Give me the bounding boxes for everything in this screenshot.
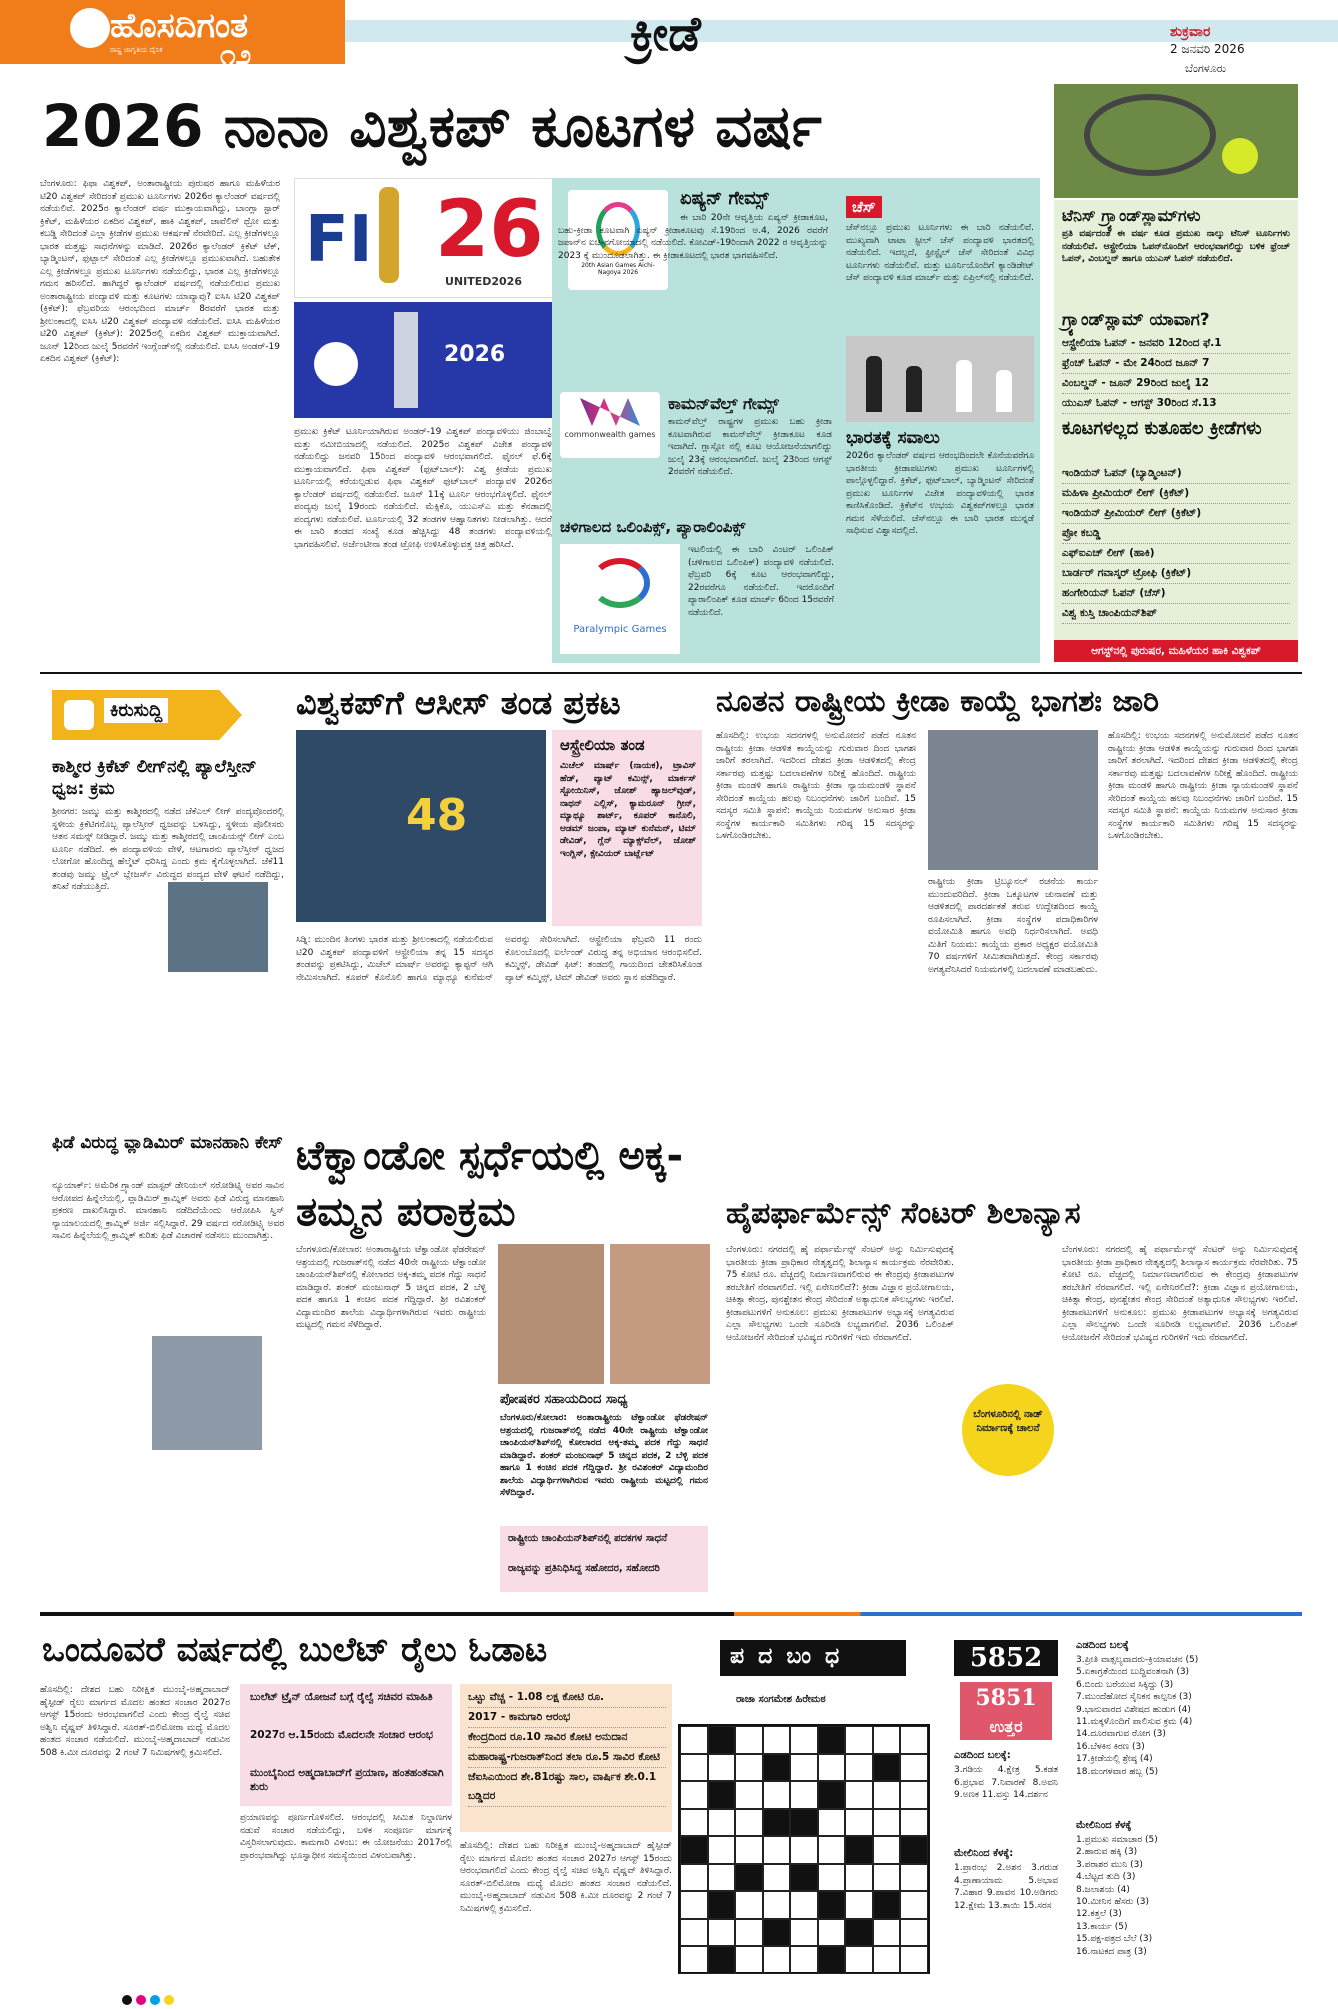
grand-slam-list-title: ಗ್ರ್ಯಾಂಡ್‌ಸ್ಲಾಮ್ ಯಾವಾಗ?	[1062, 310, 1210, 330]
bullet-train-box1-item: ಮುಂಬೈನಿಂದ ಅಹ್ಮದಾಬಾದ್‌ಗೆ ಪ್ರಯಾಣ, ಹಂತಹಂತವಾಗಿ ಶುರು	[250, 1767, 444, 1793]
kiru-suddi-label: ಕಿರುಸುದ್ದಿ	[104, 698, 168, 723]
crossword-cell[interactable]	[763, 1754, 791, 1782]
australia-headline: ವಿಶ್ವಕಪ್‌ಗೆ ಆಸೀಸ್ ತಂಡ ಪ್ರಕಟ	[296, 684, 621, 722]
fact-item: ಮಹಾರಾಷ್ಟ್ರ-ಗುಜರಾತ್‌ನಿಂದ ತಲಾ ರೂ.5 ಸಾವಿರ ಕೋಟಿ	[468, 1748, 666, 1768]
asian-games-body: ಈ ಬಾರಿ 20ನೇ ಆವೃತ್ತಿಯ ಏಷ್ಯನ್ ಕ್ರೀಡಾಕೂಟ, ಬಹು-ಕ್ರೀಡಾ ಕೂಟವಾಗಿ ಏಷ್ಯನ್ ಕ್ರೀಡಾಕೂಟವು ಸೆ.19ರಿಂದ ಅ.4, 2026 ರವರೆಗೆ ಜಪಾನ್‌ನ ಐಚಿ-ನಗೋಯಾದಲ್ಲಿ ನಡೆಯಲಿದೆ. ಕೋವಿಡ್-19ರಿಂದಾಗಿ 2022 ರ ಆವೃತ್ತಿಯನ್ನು 2023 ಕ್ಕೆ ಮುಂದೂಡಲಾಗಿತ್ತು. ಈ ಕ್ರೀಡಾಕೂಟದಲ್ಲಿ ಭಾರತ ಭಾಗವಹಿಸಲಿದೆ.	[558, 213, 828, 261]
grand-slam-list	[1062, 334, 1290, 414]
events-list	[1062, 464, 1290, 624]
chess-tag: ಚೆಸ್	[846, 196, 882, 218]
print-registration-dots	[120, 1990, 1220, 2002]
crossword-cell[interactable]	[735, 1809, 763, 1837]
down-clue: 8.ಜಲಾಶಯ (4)	[1076, 1884, 1130, 1895]
crossword-cell[interactable]	[708, 1809, 736, 1837]
crossword-cell[interactable]	[818, 1864, 846, 1892]
bullet-train-box-body: ಪ್ರಯಾಣವನ್ನು ಪೂರ್ಣಗೊಳಿಸಲಿದೆ. ಆರಂಭದಲ್ಲಿ ಸೀಮಿತ ನಿಲ್ದಾಣಗಳ ನಡುವೆ ಸಂಚಾರ ನಡೆಯಲಿದ್ದು, ಬಳಿಕ ಸಂಪೂರ್ಣ ಮಾರ್ಗಕ್ಕೆ ವಿಸ್ತರಿಸಲಾಗುವುದು. ಕಾಮಗಾರಿ ವಿಳಂಬ: ಈ ಯೋಜನೆಯು 2017ರಲ್ಲಿ ಪ್ರಾರಂಭವಾಗಿದ್ದು ಭೂಸ್ವಾಧೀನ ಸಮಸ್ಯೆಯಿಂದ ವಿಳಂಬವಾಗಿತ್ತು.	[240, 1813, 452, 1861]
across-clue: 17.ಕ್ರೀಡೆಯಲ್ಲಿ ಶ್ರೇಷ್ಠ (4)	[1076, 1754, 1153, 1765]
crossword-cell[interactable]	[680, 1864, 708, 1892]
across-clue: 11.ಮಕ್ಕಳೊಂದಿಗೆ ಪಾಲಿಸುವ ಕ್ರಮ (4)	[1076, 1717, 1193, 1728]
crossword-cell[interactable]	[845, 1809, 873, 1837]
crossword-cell[interactable]	[818, 1726, 846, 1754]
crossword-cell[interactable]	[680, 1946, 708, 1974]
fact-item: ಜೆಐಸಿಎಯಿಂದ ಶೇ.81ರಷ್ಟು ಸಾಲ, ವಾರ್ಷಿಕ ಶೇ.0.1 ಬಡ್ಡಿದರ	[468, 1768, 666, 1807]
bullet-train-body-right: ಹೊಸದಿಲ್ಲಿ: ದೇಶದ ಬಹು ನಿರೀಕ್ಷಿತ ಮುಂಬೈ-ಅಹ್ಮದಾಬಾದ್ ಹೈಸ್ಪೀಡ್ ರೈಲು ಮಾರ್ಗದ ಮೊದಲ ಹಂತದ ಸಂಚಾರ 2027ರ ಆಗಸ್ಟ್ 15ರಂದು ಆರಂಭವಾಗಲಿದೆ ಎಂದು ಕೇಂದ್ರ ರೈಲ್ವೆ ಸಚಿವ ಅಶ್ವಿನಿ ವೈಷ್ಣವ್ ತಿಳಿಸಿದ್ದಾರೆ. ಸೂರತ್-ಬಿಲಿಮೋರಾ ಮಧ್ಯೆ ಮೊದಲ ಹಂತದ ಸಂಚಾರ ನಡೆಯಲಿದೆ. ಮುಂಬೈ-ಅಹ್ಮದಾಬಾದ್ ನಡುವಿನ 508 ಕಿ.ಮೀ ದೂರವನ್ನು 2 ಗಂಟೆ 7 ನಿಮಿಷಗಳಲ್ಲಿ ಕ್ರಮಿಸಲಿದೆ.	[460, 1841, 672, 1914]
event-item: ಹಂಗೇರಿಯನ್ ಓಪನ್ (ಚೆಸ್)	[1062, 584, 1290, 604]
paper-name: ಹೊಸದಿಗಂತ	[110, 6, 249, 46]
answer-across-title: ಎಡದಿಂದ ಬಲಕ್ಕೆ:	[954, 1750, 1011, 1761]
grand-slam-item: ವಿಂಬಲ್ಡನ್ - ಜೂನ್ 29ರಿಂದ ಜುಲೈ 12	[1062, 374, 1290, 394]
australia-body: ಸಿಡ್ನಿ: ಮುಂದಿನ ತಿಂಗಳು ಭಾರತ ಮತ್ತು ಶ್ರೀಲಂಕಾದಲ್ಲಿ ನಡೆಯಲಿರುವ ಟಿ20 ವಿಶ್ವಕಪ್ ಪಂದ್ಯಾವಳಿಗೆ ಆಸ್ಟ್ರೇಲಿಯಾ ತನ್ನ 15 ಸದಸ್ಯರ ತಂಡವನ್ನು ಪ್ರಕಟಿಸಿದ್ದು, ಮಿಚೆಲ್ ಮಾರ್ಷ್ ಅವರನ್ನು ಕ್ಯಾಪ್ಟನ್ ಆಗಿ ನೇಮಿಸಲಾಗಿದೆ. ಕೂಪರ್ ಕೊನೊಲಿ ಹಾಗೂ ಮ್ಯಾಥ್ಯೂ ಕುನೆಮನ್ ಅವರನ್ನು ಸೇರಿಸಲಾಗಿದೆ. ಆಸ್ಟ್ರೇಲಿಯಾ ಫೆಬ್ರವರಿ 11 ರಂದು ಕೊಲಂಬೊದಲ್ಲಿ ಐರ್ಲೆಂಡ್ ವಿರುದ್ಧ ತನ್ನ ಅಭಿಯಾನ ಆರಂಭಿಸಲಿದೆ. ಕಮ್ಮಿನ್ಸ್, ಡೇವಿಡ್ ಫಿಟ್: ತಂಡದಲ್ಲಿ ಗಾಯದಿಂದ ಚೇತರಿಸಿಕೊಂಡ ಪ್ಯಾಟ್ ಕಮ್ಮಿನ್ಸ್, ಟಿಮ್ ಡೇವಿಡ್ ಅವರು ಸ್ಥಾನ ಪಡೆದಿದ್ದಾರೆ.	[296, 935, 702, 983]
crossword-cell[interactable]	[900, 1754, 928, 1782]
australia-squad-title: ಆಸ್ಟ್ರೇಲಿಯಾ ತಂಡ	[560, 736, 645, 754]
fifa-logo-image: FI 26 UNITED2026	[294, 178, 554, 298]
lead-headline: 2026 ನಾನಾ ವಿಶ್ವಕಪ್ ಕೂಟಗಳ ವರ್ಷ	[42, 92, 822, 160]
crossword-cell[interactable]	[818, 1809, 846, 1837]
event-item: ಇಂಡಿಯನ್ ಓಪನ್ (ಬ್ಯಾಡ್ಮಿಂಟನ್)	[1062, 464, 1290, 484]
bullet-train-box1-item: ಬುಲೆಟ್ ಟ್ರೈನ್ ಯೋಜನೆ ಬಗ್ಗೆ ರೈಲ್ವೆ ಸಚಿವರ ಮಾಹಿತಿ	[250, 1691, 433, 1703]
crossword-cell[interactable]	[680, 1754, 708, 1782]
bullet-train-body: ಹೊಸದಿಲ್ಲಿ: ದೇಶದ ಬಹು ನಿರೀಕ್ಷಿತ ಮುಂಬೈ-ಅಹ್ಮದಾಬಾದ್ ಹೈಸ್ಪೀಡ್ ರೈಲು ಮಾರ್ಗದ ಮೊದಲ ಹಂತದ ಸಂಚಾರ 2027ರ ಆಗಸ್ಟ್ 15ರಂದು ಆರಂಭವಾಗಲಿದೆ ಎಂದು ಕೇಂದ್ರ ರೈಲ್ವೆ ಸಚಿವ ಅಶ್ವಿನಿ ವೈಷ್ಣವ್ ತಿಳಿಸಿದ್ದಾರೆ. ಸೂರತ್-ಬಿಲಿಮೋರಾ ಮಧ್ಯೆ ಮೊದಲ ಹಂತದ ಸಂಚಾರ ನಡೆಯಲಿದೆ. ಮುಂಬೈ-ಅಹ್ಮದಾಬಾದ್ ನಡುವಿನ 508 ಕಿ.ಮೀ ದೂರವನ್ನು 2 ಗಂಟೆ 7 ನಿಮಿಷಗಳಲ್ಲಿ ಕ್ರಮಿಸಲಿದೆ.	[40, 1685, 230, 1758]
event-item: ಪ್ರೋ ಕಬಡ್ಡಿ	[1062, 524, 1290, 544]
answer-down-title: ಮೇಲಿನಿಂದ ಕೆಳಕ್ಕೆ:	[954, 1848, 1014, 1859]
section-title: ಕ್ರೀಡೆ	[630, 6, 701, 62]
commonwealth-logo	[560, 392, 660, 458]
masthead-date: 2 ಜನವರಿ 2026	[1170, 42, 1245, 56]
crossword-cell[interactable]	[900, 1836, 928, 1864]
clues-across	[1076, 1654, 1298, 1778]
fact-item: ಒಟ್ಟು ವೆಚ್ಚ - 1.08 ಲಕ್ಷ ಕೋಟಿ ರೂ.	[468, 1688, 666, 1708]
crossword-cell[interactable]	[735, 1891, 763, 1919]
taekwondo-highlight-2: ರಾಜ್ಯವನ್ನು ಪ್ರತಿನಿಧಿಸಿದ್ದ ಸಹೋದರ, ಸಹೋದರಿ	[508, 1563, 660, 1574]
crossword-cell[interactable]	[763, 1836, 791, 1864]
crossword-cell[interactable]	[708, 1919, 736, 1947]
sports-law-headline: ನೂತನ ರಾಷ್ಟ್ರೀಯ ಕ್ರೀಡಾ ಕಾಯ್ದೆ ಭಾಗಶಃ ಜಾರಿ	[716, 684, 1159, 719]
crossword-cell[interactable]	[735, 1919, 763, 1947]
crossword-cell[interactable]	[873, 1864, 901, 1892]
crossword-cell[interactable]	[790, 1946, 818, 1974]
puzzle-number: 5852	[954, 1640, 1058, 1676]
down-clue: 15.ಪಕ್ಷ-ಪತ್ರದ ಬೆಲೆ (3)	[1076, 1934, 1153, 1945]
commonwealth-title: ಕಾಮನ್‌ವೆಲ್ತ್ ಗೇಮ್ಸ್	[668, 394, 779, 413]
australia-team-photo: 48	[296, 730, 546, 922]
asian-games-logo-caption: 20th Asian Games Aichi-Nagoya 2026	[581, 262, 655, 276]
crossword-cell[interactable]	[763, 1726, 791, 1754]
crossword-cell[interactable]	[680, 1781, 708, 1809]
minister-photo	[928, 730, 1098, 870]
chess-board-image	[846, 336, 1034, 422]
paralympics-title: ಚಳಿಗಾಲದ ಒಲಿಂಪಿಕ್ಸ್, ಪ್ಯಾರಾಲಿಂಪಿಕ್ಸ್	[560, 518, 746, 536]
crossword-cell[interactable]	[735, 1726, 763, 1754]
t20-logo-image: 2026	[294, 302, 552, 418]
crossword-cell[interactable]	[680, 1809, 708, 1837]
crossword-cell[interactable]	[763, 1891, 791, 1919]
down-clue: 3.ಪರಾಶರ ಮುನಿ (3)	[1076, 1859, 1143, 1870]
lead-body-col1: ಬೆಂಗಳೂರು: ಫಿಫಾ ವಿಶ್ವಕಪ್, ಅಂತಾರಾಷ್ಟ್ರೀಯ ಪುರುಷರ ಹಾಗೂ ಮಹಿಳೆಯರ ಟಿ20 ವಿಶ್ವಕಪ್ ಸೇರಿದಂತೆ ಪ್ರಮುಖ ಟೂರ್ನಿಗಳು 2026ರ ಕ್ಯಾಲೆಂಡರ್ ವರ್ಷದಲ್ಲಿ ನಡೆಯಲಿವೆ. 2025ರ ಕ್ಯಾಲೆಂಡರ್ ವರ್ಷ ಮುಕ್ತಾಯವಾಗಿದ್ದು, ಬಾಂಗ್ಲಾ ಸ್ಟಾರ್ ಕ್ರಿಕೆಟ್, ಮಹಿಳೆಯರ ಏಕದಿನ ವಿಶ್ವಕಪ್, ಹಾಕಿ ವಿಶ್ವಕಪ್, ಜಾವೆಲಿನ್ ಥ್ರೋ ಮತ್ತು ಕಬಡ್ಡಿ ಸೇರಿದಂತೆ ಎಲ್ಲಾ ಕ್ರೀಡೆಗಳ ಪ್ರಮುಖ ಆಕರ್ಷಣೆ ನೆರವೇರಿದೆ. ಎಲ್ಲ ಕ್ರೀಡೆಗಳಲ್ಲೂ ಭಾರತ ಮತ್ತಷ್ಟು ಸಾಧನೆಗಳನ್ನು ಮಾಡಿದೆ. 2026ರ ಕ್ಯಾಲೆಂಡರ್ ಕ್ರಿಕೆಟ್ ಟೆಕ್, ಬ್ಯಾಡ್ಮಿಂಟನ್, ಫುಟ್ಬಾಲ್ ಸೇರಿದಂತೆ ಎಲ್ಲ ಕ್ರೀಡೆಗಳಲ್ಲೂ ಪ್ರಮುಖವಾಗಿದೆ. ಬಹುತೇಕ ಎಲ್ಲ ಕ್ರೀಡೆಗಳಲ್ಲೂ ಪ್ರಮುಖ ಟೂರ್ನಿಗಳು ನಡೆಯಲಿದ್ದು, ಭಾರತ ಎಲ್ಲ ಕ್ರೀಡೆಗಳಲ್ಲೂ ಗಮನ ಹರಿಸಲಿದೆ. ಹಾಗಿದ್ದರೆ ಕ್ಯಾಲೆಂಡರ್ ವರ್ಷದಲ್ಲಿ ನಡೆಯಲಿರುವ ಪ್ರಮುಖ ಅಂತಾರಾಷ್ಟ್ರೀಯ ಪಂದ್ಯಾವಳಿ ಮತ್ತು ಕೂಟಗಳು ಯಾವ್ಯಾವು? ಐಸಿಸಿ ಟಿ20 ವಿಶ್ವಕಪ್ (ಕ್ರಿಕೆಟ್): ಫೆಬ್ರವರಿಯ ಆರಂಭದಿಂದ ಮಾರ್ಚ್ 8ರವರೆಗೆ ಭಾರತ ಮತ್ತು ಶ್ರೀಲಂಕಾದಲ್ಲಿ ಐಸಿಸಿ ಟಿ20 ವಿಶ್ವಕಪ್ ಪಂದ್ಯಾವಳಿ ನಡೆಯಲಿದೆ. ಐಸಿಸಿ ಮಹಿಳೆಯರ ಟಿ20 ವಿಶ್ವಕಪ್ (ಕ್ರಿಕೆಟ್): 2025ರಲ್ಲಿ ಏಕದಿನ ವಿಶ್ವಕಪ್ ಮುಕ್ತಾಯವಾಗಿದೆ. ಜೂನ್ 12ರಿಂದ ಜುಲೈ 5ರವರೆಗೆ ಇಂಗ್ಲೆಂಡ್‌ನಲ್ಲಿ ನಡೆಯಲಿದೆ. ಐಸಿಸಿ ಅಂಡರ್-19 ಏಕದಿನ ವಿಶ್ವಕಪ್ (ಕ್ರಿಕೆಟ್):	[40, 179, 280, 364]
answer-label: ಉತ್ತರ	[960, 1714, 1052, 1740]
crossword-cell[interactable]	[900, 1864, 928, 1892]
crossword-cell[interactable]	[763, 1864, 791, 1892]
paralympics-logo	[560, 544, 680, 654]
kiru-story2-body: ನ್ಯೂಯಾರ್ಕ್: ಅಮೆರಿಕ ಗ್ರ್ಯಾಂಡ್ ಮಾಸ್ಟರ್ ಡೇನಿಯಲ್ ನರೋಡಿಟ್ಸ್ಕಿ ಅವರ ಸಾವಿನ ಆರೋಪದ ಹಿನ್ನೆಲೆಯಲ್ಲಿ, ವ್ಲಾಡಿಮಿರ್ ಕ್ರಾಮ್ನಿಕ್ ಅವರು ಫಿಡೆ ವಿರುದ್ಧ ಮಾನಹಾನಿ ಪ್ರಕರಣ ದಾಖಲಿಸಿದ್ದಾರೆ. ಮಾನಹಾನಿ ನಡೆದಿದೆಯೆಂದು ಆರೋಪಿಸಿ ಸ್ವಿಸ್ ನ್ಯಾಯಾಲಯದಲ್ಲಿ ಕ್ರಾಮ್ನಿಕ್ ಅರ್ಜಿ ಸಲ್ಲಿಸಿದ್ದಾರೆ. 29 ವರ್ಷದ ನರೋಡಿಟ್ಸ್ಕಿ ಅವರ ಸಾವಿನ ಹಿನ್ನೆಲೆಯಲ್ಲಿ ಕ್ರಾಮ್ನಿಕ್ ಕುರಿತು ಫಿಡೆ ವಿಚಾರಣೆ ನಡೆಸಲು ಮುಂದಾಗಿತ್ತು.	[52, 1181, 284, 1241]
crossword-cell[interactable]	[900, 1781, 928, 1809]
section-divider	[40, 672, 1302, 674]
masthead-day: ಶುಕ್ರವಾರ	[1170, 24, 1211, 40]
taekwondo-headline: ಟೆಕ್ವಾಂಡೋ ಸ್ಪರ್ಧೆಯಲ್ಲಿ ಅಕ್ಕ-ತಮ್ಮನ ಪರಾಕ್ರಮ	[296, 1133, 684, 1235]
bullet-train-facts	[468, 1688, 666, 1807]
crossword-cell[interactable]	[708, 1946, 736, 1974]
crossword-cell[interactable]	[735, 1946, 763, 1974]
crossword-cell[interactable]	[845, 1754, 873, 1782]
across-clue: 6.ಬಿಂದು ಬರೆಯುವ ಸಿಕ್ಕಿದ್ದು (3)	[1076, 1679, 1174, 1690]
grand-slam-item: ಆಸ್ಟ್ರೇಲಿಯಾ ಓಪನ್ - ಜನವರಿ 12ರಿಂದ ಫೆ.1	[1062, 334, 1290, 354]
crossword-cell[interactable]	[873, 1754, 901, 1782]
kiru-story2-title: ಫಿಡೆ ವಿರುದ್ಧ ವ್ಲಾಡಿಮಿರ್ ಮಾನಹಾನಿ ಕೇಸ್	[52, 1133, 283, 1153]
crossword-cell[interactable]	[790, 1809, 818, 1837]
crossword-cell[interactable]	[763, 1946, 791, 1974]
down-clue: 2.ಹಾರುವ ಹಕ್ಕಿ (3)	[1076, 1847, 1138, 1858]
crossword-cell[interactable]	[818, 1754, 846, 1782]
commonwealth-body: ಕಾಮನ್‌ವೆಲ್ತ್ ರಾಷ್ಟ್ರಗಳ ಪ್ರಮುಖ ಬಹು ಕ್ರೀಡಾ ಕೂಟವಾಗಿರುವ ಕಾಮನ್‌ವೆಲ್ತ್ ಕ್ರೀಡಾಕೂಟ ಕೂಡ ಇದಾಗಿದೆ. ಗ್ಲಾಸ್ಗೋ ನಲ್ಲಿ ಕೂಟ ಆಯೋಜನೆಯಾಗಲಿದ್ದು ಜುಲೈ 23ಕ್ಕೆ ಆರಂಭವಾಗಲಿದೆ. ಜುಲೈ 23ರಿಂದ ಆಗಸ್ಟ್ 2ರವರೆಗೆ ನಡೆಯಲಿದೆ.	[668, 417, 832, 477]
crossword-cell[interactable]	[900, 1891, 928, 1919]
event-item: ವಿಶ್ವ ಕುಸ್ತಿ ಚಾಂಪಿಯನ್‌ಶಿಪ್	[1062, 604, 1290, 624]
taekwondo-caption-body: ಬೆಂಗಳೂರು/ಕೋಲಾರ: ಅಂತಾರಾಷ್ಟ್ರೀಯ ಟೆಕ್ವಾಂಡೋ ಫೆಡರೇಷನ್ ಆಶ್ರಯದಲ್ಲಿ ಗುಜರಾತ್‌ನಲ್ಲಿ ನಡೆದ 40ನೇ ರಾಷ್ಟ್ರೀಯ ಟೆಕ್ವಾಂಡೋ ಚಾಂಪಿಯನ್‌ಶಿಪ್‌ನಲ್ಲಿ ಕೋಲಾರದ ಅಕ್ಕ-ತಮ್ಮ ಪದಕ ಗೆದ್ದು ಸಾಧನೆ ಮಾಡಿದ್ದಾರೆ. ಶಂಕರ್ ಮಂಜುನಾಥ್ 5 ಚಿನ್ನದ ಪದಕ, 2 ಬೆಳ್ಳಿ ಪದಕ ಹಾಗೂ 1 ಕಂಚಿನ ಪದಕ ಗೆದ್ದಿದ್ದಾರೆ. ಶ್ರೀ ರವಿಶಂಕರ್ ವಿದ್ಯಾಮಂದಿರ ಶಾಲೆಯ ವಿದ್ಯಾರ್ಥಿಗಳಾಗಿರುವ ಇವರು ರಾಷ್ಟ್ರೀಯ ಮಟ್ಟದಲ್ಲಿ ಗಮನ ಸೆಳೆದಿದ್ದಾರೆ.	[500, 1413, 708, 1498]
logo-emblem-icon	[70, 8, 110, 48]
paralympics-logo-text: Paralympic Games	[573, 624, 667, 635]
crossword-cell[interactable]	[763, 1809, 791, 1837]
event-item: ಎಫ್‌ಐಎಚ್ ಲೀಗ್ (ಹಾಕಿ)	[1062, 544, 1290, 564]
crossword-cell[interactable]	[818, 1891, 846, 1919]
down-clue: 13.ಕಾರ್ಯ (5)	[1076, 1921, 1128, 1932]
crossword-cell[interactable]	[790, 1891, 818, 1919]
puzzle-title: ಪದಬಂಧ	[730, 1644, 854, 1669]
crossword-cell[interactable]	[845, 1781, 873, 1809]
crossword-cell[interactable]	[735, 1836, 763, 1864]
down-clue: 10.ಮೀನಿನ ಹೆಸರು (3)	[1076, 1897, 1149, 1908]
crossword-cell[interactable]	[845, 1946, 873, 1974]
hpc-badge: ಬೆಂಗಳೂರಿನಲ್ಲಿ ನಾಡ್ ನಿರ್ಮಾಣಕ್ಕೆ ಚಾಲನೆ	[962, 1384, 1054, 1476]
kiru-story1-title: ಕಾಶ್ಮೀರ ಕ್ರಿಕೆಟ್ ಲೀಗ್‌ನಲ್ಲಿ ಪ್ಯಾಲೆಸ್ತೀನ್ ಧ್ವಜ: ಕ್ರಮ	[52, 757, 257, 799]
fact-item: 2017 - ಕಾಮಗಾರಿ ಆರಂಭ	[468, 1708, 666, 1728]
event-item: ಬಾರ್ಡರ್ ಗವಾಸ್ಕರ್ ಟ್ರೋಫಿ (ಕ್ರಿಕೆಟ್)	[1062, 564, 1290, 584]
grand-slam-item: ಫ್ರೆಂಚ್ ಓಪನ್ - ಮೇ 24ರಿಂದ ಜೂನ್ 7	[1062, 354, 1290, 374]
across-clue: 9.ಭಾನುವಾರದ ವಿಶೇಷದ ಹುಡುಗ (4)	[1076, 1704, 1191, 1715]
asian-games-title: ಏಷ್ಯನ್ ಗೇಮ್ಸ್	[680, 188, 769, 209]
crossword-cell[interactable]	[818, 1781, 846, 1809]
lead-body-col2: ಪ್ರಮುಖ ಕ್ರಿಕೆಟ್ ಟೂರ್ನಿಯಾಗಿರುವ ಅಂಡರ್-19 ವಿಶ್ವಕಪ್ ಪಂದ್ಯಾವಳಿಯು ಜಿಂಬಾಬ್ವೆ ಮತ್ತು ನಮೀಬಿಯಾದಲ್ಲಿ ನಡೆಯಲಿದೆ. 2025ರ ವಿಶ್ವಕಪ್ ವಿಜೇತ ಪಂದ್ಯಾವಳಿ ನಡೆಯಲಿದ್ದು ಜನವರಿ 15ರಿಂದ ಪಂದ್ಯಾವಳಿ ಆರಂಭವಾಗಲಿದೆ. ಫೈನಲ್ ಫೆ.6ಕ್ಕೆ ಮುಕ್ತಾಯವಾಗಲಿದೆ. ಫಿಫಾ ವಿಶ್ವಕಪ್ (ಫುಟ್‌ಬಾಲ್): ವಿಶ್ವ ಕ್ರೀಡೆಯ ಪ್ರಮುಖ ಟೂರ್ನಿಯಲ್ಲಿ ಕರೆಯಲ್ಪಡುವ ಫಿಫಾ ವಿಶ್ವಕಪ್ ಫುಟ್‌ಬಾಲ್ ಪಂದ್ಯಾವಳಿ 2026ರ ಕ್ಯಾಲೆಂಡರ್ ವರ್ಷದಲ್ಲಿ ನಡೆಯಲಿದೆ. ಜೂನ್ 11ಕ್ಕೆ ಟೂರ್ನಿ ಆರಂಭಗೊಳ್ಳಲಿದೆ. ಫೈನಲ್ ಪಂದ್ಯವು ಜುಲೈ 19ರಂದು ನಡೆಯಲಿದೆ. ಮೆಕ್ಸಿಕೊ, ಯುಎಸ್ಎ ಮತ್ತು ಕೆನಡಾದಲ್ಲಿ ಪಂದ್ಯಗಳು ನಡೆಯಲಿವೆ. ಟೂರ್ನಿಯಲ್ಲಿ 32 ತಂಡಗಳ ಆಹ್ವಾನಿತಗಳು ನೀಡಲಾಗಿತ್ತು. ಆದರೆ ಈ ಬಾರಿ ತಂಡದ ಸಂಖ್ಯೆ ಕೂಡ ಹೆಚ್ಚಿಸಿದ್ದು 48 ತಂಡಗಳು ಪಂದ್ಯಾವಳಿಯಲ್ಲಿ ಭಾಗವಹಿಸಲಿವೆ. ಅರ್ಜೆಂಟೀನಾ ತಂಡ ಟ್ರೋಫಿ ಉಳಿಸಿಕೊಳ್ಳುವತ್ತ ಚಿತ್ತ ಹರಿಸಿದೆ.	[294, 427, 552, 550]
crossword-cell[interactable]	[735, 1781, 763, 1809]
taekwondo-body: ಬೆಂಗಳೂರು/ಕೋಲಾರ: ಅಂತಾರಾಷ್ಟ್ರೀಯ ಟೆಕ್ವಾಂಡೋ ಫೆಡರೇಷನ್ ಆಶ್ರಯದಲ್ಲಿ ಗುಜರಾತ್‌ನಲ್ಲಿ ನಡೆದ 40ನೇ ರಾಷ್ಟ್ರೀಯ ಟೆಕ್ವಾಂಡೋ ಚಾಂಪಿಯನ್‌ಶಿಪ್‌ನಲ್ಲಿ ಕೋಲಾರದ ಅಕ್ಕ-ತಮ್ಮ ಪದಕ ಗೆದ್ದು ಸಾಧನೆ ಮಾಡಿದ್ದಾರೆ. ಶಂಕರ್ ಮಂಜುನಾಥ್ 5 ಚಿನ್ನದ ಪದಕ, 2 ಬೆಳ್ಳಿ ಪದಕ ಹಾಗೂ 1 ಕಂಚಿನ ಪದಕ ಗೆದ್ದಿದ್ದಾರೆ. ಶ್ರೀ ರವಿಶಂಕರ್ ವಿದ್ಯಾಮಂದಿರ ಶಾಲೆಯ ವಿದ್ಯಾರ್ಥಿಗಳಾಗಿರುವ ಇವರು ರಾಷ್ಟ್ರೀಯ ಮಟ್ಟದಲ್ಲಿ ಗಮನ ಸೆಳೆದಿದ್ದಾರೆ.	[296, 1245, 486, 1330]
crossword-cell[interactable]	[763, 1919, 791, 1947]
paralympics-body: ಇಟಲಿಯಲ್ಲಿ ಈ ಬಾರಿ ವಿಂಟರ್ ಒಲಿಂಪಿಕ್ (ಚಳಿಗಾಲದ ಒಲಿಂಪಿಕ್) ಪಂದ್ಯಾವಳಿ ನಡೆಯಲಿದೆ. ಫೆಬ್ರವರಿ 6ಕ್ಕೆ ಕೂಟ ಆರಂಭವಾಗಲಿದ್ದು, 22ರವರೆಗೂ ನಡೆಯಲಿದೆ. ಇದರೊಂದಿಗೆ ಪ್ಯಾರಾಲಿಂಪಿಕ್ ಕೂಡ ಮಾರ್ಚ್ 6ರಿಂದ 15ರವರೆಗೆ ನಡೆಯಲಿದೆ.	[688, 545, 834, 618]
tennis-image	[1054, 84, 1298, 198]
tennis-footer-bar: ಆಗಸ್ಟ್‌ನಲ್ಲಿ ಪುರುಷರ, ಮಹಿಳೆಯರ ಹಾಕಿ ವಿಶ್ವಕಪ್	[1054, 640, 1298, 662]
india-challenge-title: ಭಾರತಕ್ಕೆ ಸವಾಲು	[846, 428, 940, 448]
crossword-cell[interactable]	[873, 1836, 901, 1864]
page-number: ೧೨	[220, 38, 252, 71]
crossword-cell[interactable]	[708, 1754, 736, 1782]
events-title: ಕೂಟಗಳಲ್ಲದ ಕುತೂಹಲ ಕ್ರೀಡೆಗಳು	[1062, 418, 1262, 439]
down-clue: 16.ನಾಟಕದ ಪಾತ್ರ (3)	[1076, 1946, 1147, 1957]
puzzle-author: ರಾಜಾ ಸಂಗಮೇಶ ಹಿರೇಮಠ	[736, 1694, 826, 1705]
across-clue: 5.ಏಕಾಗ್ರತೆಯಿಂದ ಬುದ್ಧಿವಂತನಾಗಿ (3)	[1076, 1667, 1190, 1678]
crossword-cell[interactable]	[680, 1919, 708, 1947]
across-clue: 14.ದೂರವಾಗುವ ರೋಗ (3)	[1076, 1729, 1166, 1740]
answer-down: 1.ಪ್ರಾರಂಭ 2.ಅಶನ 3.ಗರುಡ 4.ಪ್ರಾಣಾಯಾಮ 5.ಅಭಾವ 7.ವಿಹಾರ 9.ಪಾವನ 10.ಅಡಿಗರು 12.ಕ್ಷೇಮ 13.ತಾಯಿ 15.ಸರಸ	[954, 1863, 1058, 1911]
down-clue: 4.ಬೆಟ್ಟದ ತುದಿ (3)	[1076, 1872, 1136, 1883]
event-item: ಇಂಡಿಯನ್ ಪ್ರೀಮಿಯರ್ ಲೀಗ್ (ಕ್ರಿಕೆಟ್)	[1062, 504, 1290, 524]
crossword-cell[interactable]	[818, 1919, 846, 1947]
hpc-body-right: ಬೆಂಗಳೂರು: ನಗರದಲ್ಲಿ ಹೈ ಪರ್ಫಾರ್ಮೆನ್ಸ್ ಸೆಂಟರ್ ಅನ್ನು ನಿರ್ಮಿಸುವುದಕ್ಕೆ ಭಾರತೀಯ ಕ್ರೀಡಾ ಪ್ರಾಧಿಕಾರ ನೇತೃತ್ವದಲ್ಲಿ ಶಿಲಾನ್ಯಾಸ ಕಾರ್ಯಕ್ರಮ ನೆರವೇರಿತು. 75 ಕೋಟಿ ರೂ. ವೆಚ್ಚದಲ್ಲಿ ನಿರ್ಮಾಣವಾಗಲಿರುವ ಈ ಕೇಂದ್ರವು ಕ್ರೀಡಾಪಟುಗಳ ತರಬೇತಿಗೆ ನೆರವಾಗಲಿದೆ. ಇಲ್ಲಿ ಏನೇನಿರಲಿದೆ?: ಕ್ರೀಡಾ ವಿಜ್ಞಾನ ಪ್ರಯೋಗಾಲಯ, ಚಿಕಿತ್ಸಾ ಕೇಂದ್ರ, ಪುನಶ್ಚೇತನ ಕೇಂದ್ರ ಸೇರಿದಂತೆ ಅತ್ಯಾಧುನಿಕ ಸೌಲಭ್ಯಗಳು ಇರಲಿವೆ. ಕ್ರೀಡಾಪಟುಗಳಿಗೆ ಅನುಕೂಲ: ಪ್ರಮುಖ ಕ್ರೀಡಾಪಟುಗಳ ಅಭ್ಯಾಸಕ್ಕೆ ಅಗತ್ಯವಿರುವ ಎಲ್ಲಾ ಸೌಲಭ್ಯಗಳು ಒಂದೇ ಸೂರಿನಡಿ ಲಭ್ಯವಾಗಲಿವೆ. 2036 ಒಲಿಂಪಿಕ್ ಆಯೋಜನೆಗೆ ಸೇರಿದಂತೆ ಭವಿಷ್ಯದ ಗುರಿಗಳಿಗೆ ಇದು ನೆರವಾಗಲಿದೆ.	[1062, 1245, 1298, 1343]
taekwondo-boy-photo	[610, 1244, 710, 1384]
crossword-cell[interactable]	[873, 1781, 901, 1809]
crossword-cell[interactable]	[790, 1754, 818, 1782]
crossword-cell[interactable]	[735, 1754, 763, 1782]
across-clue: 7.ಮುಂದೆಹೋದ ಸೈನಿಕನ ಕಾಲ್ಪನಿಕ (3)	[1076, 1692, 1192, 1703]
answer-across: 3.ಗಡಿಯ 4.ಕ್ಷೇತ್ರ 5.ಕಡತ 6.ಪ್ರಭಾವ 7.ನಿವಾರಣೆ 8.ಅವನಿ 9.ಅಣಕ 11.ವಸ್ತು 14.ದರ್ಶನ	[954, 1765, 1058, 1800]
crossword-cell[interactable]	[873, 1726, 901, 1754]
clues-down	[1076, 1834, 1298, 1958]
sports-law-body1: ಹೊಸದಿಲ್ಲಿ: ಉಭಯ ಸದನಗಳಲ್ಲಿ ಅನುಮೋದನೆ ಪಡೆದ ನೂತನ ರಾಷ್ಟ್ರೀಯ ಕ್ರೀಡಾ ಆಡಳಿತ ಕಾಯ್ದೆಯನ್ನು ಗುರುವಾರ ದಿಂದ ಭಾಗಶಃ ಜಾರಿಗೆ ತರಲಾಗಿದೆ. ಇದರಿಂದ ದೇಶದ ಕ್ರೀಡಾ ಆಡಳಿತದಲ್ಲಿ ಕೇಂದ್ರ ಸರ್ಕಾರವು ಮತ್ತಷ್ಟು ಬದಲಾವಣೆಗಳ ನಿರೀಕ್ಷೆ ಹೊಂದಿದೆ. ರಾಷ್ಟ್ರೀಯ ಕ್ರೀಡಾ ಮಂಡಳಿ ಹಾಗೂ ರಾಷ್ಟ್ರೀಯ ಕ್ರೀಡಾ ನ್ಯಾಯಮಂಡಳಿ ಸ್ಥಾಪನೆ ಸೇರಿದಂತೆ ಕಾಯ್ದೆಯ ಹಲವು ನಿಬಂಧನೆಗಳು ಜಾರಿಗೆ ಬಂದಿವೆ. 15 ಸದಸ್ಯರ ಸಮಿತಿ ಸ್ಥಾಪನೆ: ಕಾಯ್ದೆಯ ನಿಯಮಗಳ ಅನುಸಾರ ಕ್ರೀಡಾ ಸಂಸ್ಥೆಗಳ ಕಾರ್ಯಕಾರಿ ಸಮಿತಿಗಳು ಗರಿಷ್ಠ 15 ಸದಸ್ಯರನ್ನು ಒಳಗೊಂಡಿರಬೇಕು.	[716, 731, 916, 841]
crossword-cell[interactable]	[708, 1781, 736, 1809]
crossword-cell[interactable]	[900, 1809, 928, 1837]
india-challenge-body: 2026ರ ಕ್ಯಾಲೆಂಡರ್ ವರ್ಷದ ಆರಂಭದಿಂದಲೇ ಕೊನೆಯವರೆಗೂ ಭಾರತೀಯ ಕ್ರೀಡಾಪಟುಗಳು ಪ್ರಮುಖ ಟೂರ್ನಿಗಳಲ್ಲಿ ಪಾಲ್ಗೊಳ್ಳಲಿದ್ದಾರೆ. ಕ್ರಿಕೆಟ್, ಫುಟ್‌ಬಾಲ್, ಬ್ಯಾಡ್ಮಿಂಟನ್ ಸೇರಿದಂತೆ ಪ್ರಮುಖ ಟೂರ್ನಿಗಳ ವಿಜೇತ ಪಂದ್ಯಾವಳಿಯಲ್ಲಿ ಭಾರತ ಕಾಣಿಸಿಕೊಂಡಿದೆ. ಕ್ರಿಕೆಟ್‌ನ ಉಭಯ ವಿಶ್ವಕಪ್‌ಗಳಲ್ಲೂ ಭಾರತ ಗಮನ ಸೆಳೆಯಲಿದೆ. ಚೆಸ್‌ನಲ್ಲೂ ಈ ಬಾರಿ ಭಾರತ ಮುನ್ನಡೆ ಸಾಧಿಸುವ ವಿಶ್ವಾಸದಲ್ಲಿದೆ.	[846, 451, 1034, 536]
crossword-cell[interactable]	[900, 1919, 928, 1947]
bullet-train-headline: ಒಂದೂವರೆ ವರ್ಷದಲ್ಲಿ ಬುಲೆಟ್ ರೈಲು ಓಡಾಟ	[42, 1630, 548, 1670]
crossword-cell[interactable]	[790, 1864, 818, 1892]
taekwondo-highlight-1: ರಾಷ್ಟ್ರೀಯ ಚಾಂಪಿಯನ್‌ಶಿಪ್‌ನಲ್ಲಿ ಪದಕಗಳ ಸಾಧನೆ	[508, 1533, 668, 1544]
event-item: ಮಹಿಳಾ ಪ್ರೀಮಿಯರ್ ಲೀಗ್ (ಕ್ರಿಕೆಟ್)	[1062, 484, 1290, 504]
crossword-cell[interactable]	[680, 1836, 708, 1864]
across-clue: 16.ಬೆಳಕಿನ ಕಿರಣ (3)	[1076, 1741, 1145, 1752]
kramnik-photo	[152, 1336, 262, 1450]
crossword-cell[interactable]	[873, 1809, 901, 1837]
kiru-story1-body: ಶ್ರೀನಗರ: ಜಮ್ಮು ಮತ್ತು ಕಾಶ್ಮೀರದಲ್ಲಿ ನಡೆದ ಜೆಕೆಎಲ್ ಲೀಗ್ ಪಂದ್ಯವೊಂದರಲ್ಲಿ ಸ್ಥಳೀಯ ಕ್ರಿಕೆಟಿಗನೊಬ್ಬ ಪ್ಯಾಲೆಸ್ತೀನ್ ಧ್ವಜವನ್ನು ಬಳಸಿದ್ದು, ಸ್ಥಳೀಯ ಪೊಲೀಸರು ಆತನ ಸಮನ್ಸ್ ನೀಡಿದ್ದಾರೆ. ಜಮ್ಮು ಮತ್ತು ಕಾಶ್ಮೀರದಲ್ಲಿ ಚಾಂಪಿಯನ್ಸ್ ಲೀಗ್ ಎಂಬ ಟೂರ್ನಿ ನಡೆದಿದೆ. ಈ ಪಂದ್ಯಾವಳಿಯ ವೇಳೆ, ಆಟಗಾರನು ಪ್ಯಾಲೆಸ್ತೀನ್ ಧ್ವಜದ ಲೋಗೋ ಹೊಂದಿದ್ದ ಹೆಲ್ಮೆಟ್ ಧರಿಸಿದ್ದ ಎಂದು ಕ್ರಮ ಕೈಗೊಳ್ಳಲಾಗಿದೆ. ಜೆಕೆ11 ತಂಡವು ಜಮ್ಮು ಟ್ರೈಲ್ ಬ್ಲೇಜರ್ಸ್ ವಿರುದ್ಧದ ಪಂದ್ಯದ ವೇಳೆ ಘಟನೆ ನಡೆದಿದ್ದು, ತನಿಖೆ ನಡೆಯುತ್ತಿದೆ.	[52, 807, 284, 892]
sports-law-body2: ರಾಷ್ಟ್ರೀಯ ಕ್ರೀಡಾ ಟ್ರಿಬ್ಯೂನಲ್ ರಚನೆಯ ಕಾರ್ಯ ಮುಂದುವರಿದಿದೆ. ಕ್ರೀಡಾ ಒಕ್ಕೂಟಗಳ ಚುನಾವಣೆ ಮತ್ತು ಆಡಳಿತದಲ್ಲಿ ಪಾರದರ್ಶಕತೆ ತರುವ ಉದ್ದೇಶದಿಂದ ಕಾಯ್ದೆ ರೂಪಿಸಲಾಗಿದೆ. ಕ್ರೀಡಾ ಸಂಸ್ಥೆಗಳ ಪದಾಧಿಕಾರಿಗಳ ವಯೋಮಿತಿ ಹಾಗೂ ಅವಧಿ ನಿರ್ಧರಿಸಲಾಗಿದೆ. ಅವಧಿ ಮಿತಿಗೆ ನಿಯಮ: ಕಾಯ್ದೆಯ ಪ್ರಕಾರ ಅಧ್ಯಕ್ಷರ ವಯೋಮಿತಿ 70 ವರ್ಷಗಳಿಗೆ ಸೀಮಿತವಾಗಿರುತ್ತದೆ. ಕೇಂದ್ರ ಸರ್ಕಾರವು ಅಗತ್ಯವೆನಿಸಿದರೆ ನಿಯಮಗಳಲ್ಲಿ ಬದಲಾವಣೆ ಮಾಡಬಹುದು.	[928, 877, 1098, 975]
color-stripe	[40, 1612, 1302, 1616]
crossword-cell[interactable]	[818, 1946, 846, 1974]
crossword-cell[interactable]	[680, 1726, 708, 1754]
kashmir-cricketer-photo	[168, 882, 268, 972]
crossword-cell[interactable]	[873, 1891, 901, 1919]
crossword-cell[interactable]	[790, 1726, 818, 1754]
crossword-cell[interactable]	[708, 1891, 736, 1919]
taekwondo-caption: ಪೋಷಕರ ಸಹಾಯದಿಂದ ಸಾಧ್ಯ	[500, 1392, 628, 1407]
taekwondo-girl-photo	[498, 1244, 604, 1384]
down-clue: 1.ಪ್ರಮುಖ ಸಮಾಚಾರ (5)	[1076, 1835, 1158, 1845]
crossword-cell[interactable]	[845, 1919, 873, 1947]
crossword-cell[interactable]	[790, 1836, 818, 1864]
crossword-cell[interactable]	[845, 1864, 873, 1892]
crossword-grid[interactable]	[678, 1724, 930, 1974]
grand-slam-item: ಯುಎಸ್ ಓಪನ್ - ಆಗಸ್ಟ್ 30ರಿಂದ ಸೆ.13	[1062, 394, 1290, 414]
hpc-headline: ಹೈಪರ್ಫಾರ್ಮೆನ್ಸ್ ಸೆಂಟರ್ ಶಿಲಾನ್ಯಾಸ	[726, 1196, 1081, 1231]
crossword-cell[interactable]	[790, 1919, 818, 1947]
tennis-title: ಟೆನಿಸ್ ಗ್ರ್ಯಾಂಡ್‌ಸ್ಲಾಮ್‌ಗಳು	[1062, 206, 1201, 225]
hpc-body-left: ಬೆಂಗಳೂರು: ನಗರದಲ್ಲಿ ಹೈ ಪರ್ಫಾರ್ಮೆನ್ಸ್ ಸೆಂಟರ್ ಅನ್ನು ನಿರ್ಮಿಸುವುದಕ್ಕೆ ಭಾರತೀಯ ಕ್ರೀಡಾ ಪ್ರಾಧಿಕಾರ ನೇತೃತ್ವದಲ್ಲಿ ಶಿಲಾನ್ಯಾಸ ಕಾರ್ಯಕ್ರಮ ನೆರವೇರಿತು. 75 ಕೋಟಿ ರೂ. ವೆಚ್ಚದಲ್ಲಿ ನಿರ್ಮಾಣವಾಗಲಿರುವ ಈ ಕೇಂದ್ರವು ಕ್ರೀಡಾಪಟುಗಳ ತರಬೇತಿಗೆ ನೆರವಾಗಲಿದೆ. ಇಲ್ಲಿ ಏನೇನಿರಲಿದೆ?: ಕ್ರೀಡಾ ವಿಜ್ಞಾನ ಪ್ರಯೋಗಾಲಯ, ಚಿಕಿತ್ಸಾ ಕೇಂದ್ರ, ಪುನಶ್ಚೇತನ ಕೇಂದ್ರ ಸೇರಿದಂತೆ ಅತ್ಯಾಧುನಿಕ ಸೌಲಭ್ಯಗಳು ಇರಲಿವೆ. ಕ್ರೀಡಾಪಟುಗಳಿಗೆ ಅನುಕೂಲ: ಪ್ರಮುಖ ಕ್ರೀಡಾಪಟುಗಳ ಅಭ್ಯಾಸಕ್ಕೆ ಅಗತ್ಯವಿರುವ ಎಲ್ಲಾ ಸೌಲಭ್ಯಗಳು ಒಂದೇ ಸೂರಿನಡಿ ಲಭ್ಯವಾಗಲಿವೆ. 2036 ಒಲಿಂಪಿಕ್ ಆಯೋಜನೆಗೆ ಸೇರಿದಂತೆ ಭವಿಷ್ಯದ ಗುರಿಗಳಿಗೆ ಇದು ನೆರವಾಗಲಿದೆ.	[726, 1245, 954, 1343]
crossword-cell[interactable]	[873, 1919, 901, 1947]
crossword-cell[interactable]	[845, 1891, 873, 1919]
crossword-cell[interactable]	[735, 1864, 763, 1892]
bullet-train-box1-item: 2027ರ ಆ.15ರಂದು ಮೊದಲನೇ ಸಂಚಾರ ಆರಂಭ	[250, 1729, 433, 1741]
clues-down-title: ಮೇಲಿನಿಂದ ಕೆಳಕ್ಕೆ	[1076, 1820, 1132, 1831]
crossword-cell[interactable]	[708, 1864, 736, 1892]
crossword-cell[interactable]	[873, 1946, 901, 1974]
paper-tagline: ರಾಷ್ಟ್ರ ಜಾಗೃತಿಯ ದೈನಿಕ	[110, 46, 163, 54]
tennis-body: ಪ್ರತಿ ವರ್ಷದಂತೆ ಈ ವರ್ಷ ಕೂಡ ಪ್ರಮುಖ ನಾಲ್ಕು ಟೆನಿಸ್ ಟೂರ್ನಿಗಳು ನಡೆಯಲಿವೆ. ಆಸ್ಟ್ರೇಲಿಯಾ ಓಪನ್‌ನೊಂದಿಗೆ ಆರಂಭವಾಗಲಿದ್ದು ಬಳಿಕ ಫ್ರೆಂಚ್ ಓಪನ್, ವಿಂಬಲ್ಡನ್ ಹಾಗೂ ಯುಎಸ್ ಓಪನ್ ನಡೆಯಲಿದೆ.	[1062, 229, 1290, 264]
masthead-city: ಬೆಂಗಳೂರು	[1185, 62, 1227, 75]
crossword-cell[interactable]	[845, 1726, 873, 1754]
down-clue: 12.ಕತ್ತಲೆ (3)	[1076, 1909, 1122, 1920]
crossword-cell[interactable]	[845, 1836, 873, 1864]
crossword-cell[interactable]	[680, 1891, 708, 1919]
clues-across-title: ಎಡದಿಂದ ಬಲಕ್ಕೆ	[1076, 1640, 1129, 1651]
crossword-cell[interactable]	[708, 1726, 736, 1754]
across-clue: 18.ಮಂಗಳವಾರ ಹಬ್ಬ (5)	[1076, 1766, 1159, 1777]
crossword-cell[interactable]	[790, 1781, 818, 1809]
crossword-cell[interactable]	[708, 1836, 736, 1864]
crossword-cell[interactable]	[763, 1781, 791, 1809]
crossword-cell[interactable]	[818, 1836, 846, 1864]
australia-squad: ಮಿಚೆಲ್ ಮಾರ್ಷ್ (ನಾಯಕ), ಟ್ರಾವಿಸ್ ಹೆಡ್, ಪ್ಯಾಟ್ ಕಮಿನ್ಸ್, ಮಾರ್ಕಸ್ ಸ್ಟೋಯಿನಿಸ್, ಜೋಶ್ ಹ್ಯಾಜಲ್‌ವುಡ್, ನಾಥನ್ ಎಲ್ಲಿಸ್, ಕ್ಯಾಮರೂನ್ ಗ್ರೀನ್, ಮ್ಯಾಥ್ಯೂ ಶಾರ್ಟ್, ಕೂಪರ್ ಕಾನೊಲಿ, ಆಡಮ್ ಜಂಪಾ, ಮ್ಯಾಟ್ ಕುನೆಮನ್, ಟಿಮ್ ಡೇವಿಡ್, ಗ್ಲೆನ್ ಮ್ಯಾಕ್ಸ್‌ವೆಲ್, ಜೋಶ್ ಇಂಗ್ಲಿಸ್, ಕ್ಸೇವಿಯರ್ ಬಾರ್ಟ್ಲೆಟ್	[560, 761, 696, 859]
sports-law-body3: ಹೊಸದಿಲ್ಲಿ: ಉಭಯ ಸದನಗಳಲ್ಲಿ ಅನುಮೋದನೆ ಪಡೆದ ನೂತನ ರಾಷ್ಟ್ರೀಯ ಕ್ರೀಡಾ ಆಡಳಿತ ಕಾಯ್ದೆಯನ್ನು ಗುರುವಾರ ದಿಂದ ಭಾಗಶಃ ಜಾರಿಗೆ ತರಲಾಗಿದೆ. ಇದರಿಂದ ದೇಶದ ಕ್ರೀಡಾ ಆಡಳಿತದಲ್ಲಿ ಕೇಂದ್ರ ಸರ್ಕಾರವು ಮತ್ತಷ್ಟು ಬದಲಾವಣೆಗಳ ನಿರೀಕ್ಷೆ ಹೊಂದಿದೆ. ರಾಷ್ಟ್ರೀಯ ಕ್ರೀಡಾ ಮಂಡಳಿ ಹಾಗೂ ರಾಷ್ಟ್ರೀಯ ಕ್ರೀಡಾ ನ್ಯಾಯಮಂಡಳಿ ಸ್ಥಾಪನೆ ಸೇರಿದಂತೆ ಕಾಯ್ದೆಯ ಹಲವು ನಿಬಂಧನೆಗಳು ಜಾರಿಗೆ ಬಂದಿವೆ. 15 ಸದಸ್ಯರ ಸಮಿತಿ ಸ್ಥಾಪನೆ: ಕಾಯ್ದೆಯ ನಿಯಮಗಳ ಅನುಸಾರ ಕ್ರೀಡಾ ಸಂಸ್ಥೆಗಳ ಕಾರ್ಯಕಾರಿ ಸಮಿತಿಗಳು ಗರಿಷ್ಠ 15 ಸದಸ್ಯರನ್ನು ಒಳಗೊಂಡಿರಬೇಕು.	[1108, 731, 1298, 841]
commonwealth-logo-text: commonwealth games	[564, 430, 656, 439]
answer-number: 5851	[960, 1682, 1052, 1714]
across-clue: 3.ಪ್ರೀತಿ ವಾತ್ಸಲ್ಯವಾದರು-ಕ್ರಿಯಾವಚನ (5)	[1076, 1655, 1199, 1665]
crossword-cell[interactable]	[900, 1946, 928, 1974]
fact-item: ಕೇಂದ್ರದಿಂದ ರೂ.10 ಸಾವಿರ ಕೋಟಿ ಅನುದಾನ	[468, 1728, 666, 1748]
chess-body: ಚೆಸ್‌ನಲ್ಲೂ ಪ್ರಮುಖ ಟೂರ್ನಿಗಳು ಈ ಬಾರಿ ನಡೆಯಲಿವೆ. ಮುಖ್ಯವಾಗಿ ಟಾಟಾ ಸ್ಟೀಲ್ ಚೆಸ್ ಪಂದ್ಯಾವಳಿ ಭಾರತದಲ್ಲಿ ನಡೆಯಲಿದೆ. ಇದಲ್ಲದೆ, ಫ್ರೀಸ್ಟೈಲ್ ಚೆಸ್ ಸೇರಿದಂತೆ ವಿವಿಧ ಟೂರ್ನಿಗಳು ನಡೆಯಲಿವೆ. ಮತ್ತು ಟೂರ್ನಿಯೊಂದಿಗೆ ಕ್ಯಾಂಡಿಡೇಟ್ ಚೆಸ್ ಪಂದ್ಯಾವಳಿ ಕೂಡ ಮಾರ್ಚ್ ಮತ್ತು ಏಪ್ರಿಲ್‌ನಲ್ಲಿ ನಡೆಯಲಿದೆ.	[846, 223, 1034, 283]
crossword-cell[interactable]	[900, 1726, 928, 1754]
hand-pointer-icon	[64, 700, 94, 730]
